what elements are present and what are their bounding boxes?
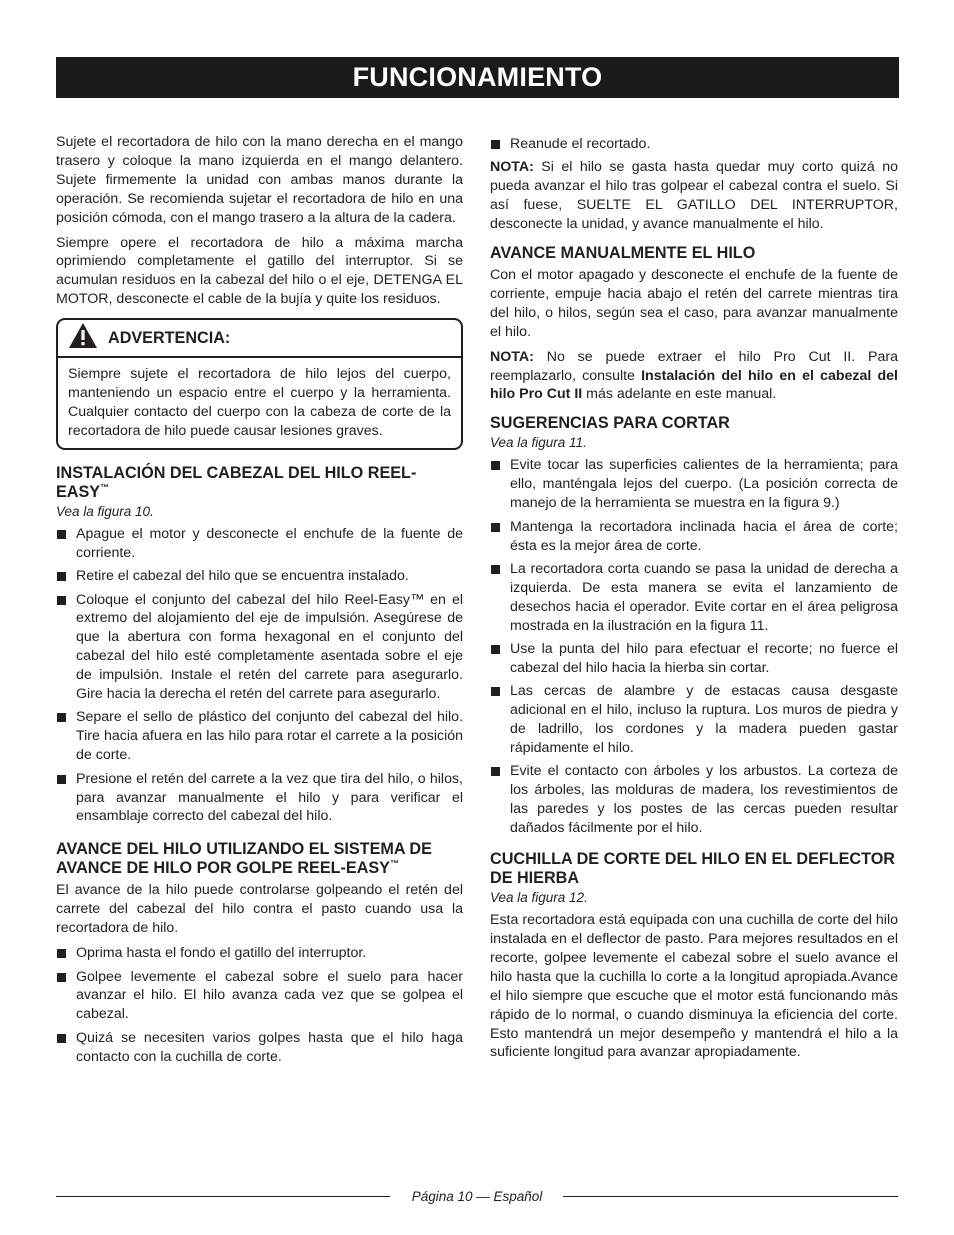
- list-item: Golpee levemente el cabezal sobre el suelo para hacer avanzar el hilo. El hilo avanza cada vez que se golpea el cabezal.: [56, 968, 463, 1025]
- list-item: Reanude el recortado.: [490, 135, 898, 154]
- bullet-square-icon: [57, 949, 66, 958]
- intro-paragraph-1: Sujete el recortadora de hilo con la mano derecha en el mango trasero y coloque la mano izquierda en el mango delantero. Sujete firmemente la unidad con ambas manos durante la operación. Se recomienda sujetar el recortadora de hilo en una posición cómoda, con el mango trasero a la altura de la cadera.: [56, 134, 463, 226]
- page-footer: Página 10 — Español: [0, 1189, 954, 1204]
- bullet-square-icon: [57, 530, 66, 539]
- warning-box: [56, 318, 463, 450]
- list-item: Presione el retén del carrete a la vez que tira del hilo, o hilos, para avanzar manualmente el hilo y para verificar el ensamblaje correcto del cabezal del hilo.: [56, 770, 463, 827]
- advance-text: El avance de la hilo puede controlarse golpeando el retén del carrete del cabezal del hilo contra el pasto cuando usa la recortadora de hilo.: [56, 882, 463, 937]
- bullet-square-icon: [491, 687, 500, 696]
- page-title: FUNCIONAMIENTO: [56, 57, 899, 98]
- trademark-mark: ™: [389, 858, 399, 869]
- list-item: Coloque el conjunto del cabezal del hilo Reel-Easy™ en el extremo del alojamiento del eje de impulsión. Asegúrese de que la abertura con forma hexagonal en el conjunto del cabezal del hilo esté completamente asentada sobre el eje de impulsión. Instale el retén del carrete para asegurarlo. Gire hacia la derecha el retén del carrete para asegurarlo.: [56, 591, 463, 704]
- figure-reference: Vea la figura 11.: [490, 435, 587, 451]
- bullet-square-icon: [491, 140, 500, 149]
- bullet-square-icon: [57, 1034, 66, 1043]
- manual-note: NOTA: No se puede extraer el hilo Pro Cut II. Para reemplazarlo, consulte Instalación del hilo en el cabezal del hilo Pro Cut II más adelante en este manual.: [490, 348, 898, 403]
- list-item: Separe el sello de plástico del conjunto del cabezal del hilo. Tire hacia afuera en las hilo para rotar el carrete a la posición de corte.: [56, 708, 463, 765]
- tips-list: [490, 456, 898, 838]
- bullet-square-icon: [491, 645, 500, 654]
- bullet-square-icon: [491, 565, 500, 574]
- intro-paragraph-2: Siempre opere el recortadora de hilo a máxima marcha oprimiendo completamente el gatillo del interruptor. Si se acumulan residuos en la cabezal del hilo o el eje, DETENGA EL MOTOR, desconecte el cable de la bujía y quite los residuos.: [56, 234, 463, 308]
- list-item: Retire el cabezal del hilo que se encuentra instalado.: [56, 567, 463, 586]
- manual-text: Con el motor apagado y desconecte el enchufe de la fuente de corriente, empuje hacia abajo el retén del carrete mientras tira del hilo, o hilos, según sea el caso, para avanzar manualmente el hilo.: [490, 267, 898, 340]
- list-item: Oprima hasta el fondo el gatillo del interruptor.: [56, 944, 463, 963]
- resume-list: [490, 135, 898, 154]
- install-steps: [56, 525, 463, 827]
- warning-text: Siempre sujete el recortadora de hilo lejos del cuerpo, manteniendo un espacio entre el cuerpo y la herramienta. Cualquier contacto del cuerpo con la cabeza de corte de la recortadora de hilo puede causar lesiones graves.: [68, 366, 451, 439]
- left-column: [56, 133, 463, 1071]
- list-item: Apague el motor y desconecte el enchufe de la fuente de corriente.: [56, 525, 463, 563]
- advance-heading: AVANCE DEL HILO UTILIZANDO EL SISTEMA DE AVANCE DE HILO POR GOLPE REEL-EASY™: [56, 840, 432, 878]
- bullet-square-icon: [491, 461, 500, 470]
- blade-heading: CUCHILLA DE CORTE DEL HILO EN EL DEFLECTOR DE HIERBA: [490, 850, 896, 888]
- warning-triangle-icon: [68, 322, 98, 354]
- blade-text: Esta recortadora está equipada con una cuchilla de corte del hilo instalada en el deflector de pasto. Para mejores resultados en el recorte, golpee levemente el cabezal sobre el suelo avance el hilo hasta que la cuchilla lo corte a la longitud apropiada.Avance el hilo siempre que escuche que el motor está funcionando más rápido de lo normal, o cuando disminuya la eficiencia del corte. Esto mantendrá un mejor desempeño y mantendrá el hilo a la suficiente longitud para avanzar apropiadamente.: [490, 912, 898, 1061]
- tips-heading: SUGERENCIAS PARA CORTAR: [490, 414, 730, 433]
- warning-header: [58, 320, 461, 358]
- list-item: Mantenga la recortadora inclinada hacia el área de corte; ésta es la mejor área de corte.: [490, 518, 898, 556]
- bullet-square-icon: [491, 767, 500, 776]
- bullet-square-icon: [57, 973, 66, 982]
- right-column: [490, 135, 898, 1068]
- bullet-square-icon: [57, 713, 66, 722]
- list-item: La recortadora corta cuando se pasa la unidad de derecha a izquierda. De esta manera se evita el lanzamiento de desechos hacia el operador. Evite cortar en el área peligrosa mostrada en la ilustración en la figura 11.: [490, 560, 898, 636]
- list-item: Quizá se necesiten varios golpes hasta que el hilo haga contacto con la cuchilla de corte.: [56, 1029, 463, 1067]
- list-item: Use la punta del hilo para efectuar el recorte; no fuerce el cabezal del hilo hacia la hierba sin cortar.: [490, 640, 898, 678]
- note-paragraph: NOTA: Si el hilo se gasta hasta quedar muy corto quizá no pueda avanzar el hilo tras golpear el cabezal contra el suelo. Si así fuese, SUELTE EL GATILLO DEL INTERRUPTOR, desconecte la unidad, y avance manualmente el hilo.: [490, 159, 898, 233]
- figure-reference: Vea la figura 12.: [490, 890, 588, 906]
- bullet-square-icon: [57, 572, 66, 581]
- list-item: Evite tocar las superficies calientes de la herramienta; para ello, manténgala lejos del cuerpo. (La posición correcta de manejo de la herramienta se muestra en la figura 9.): [490, 456, 898, 513]
- manual-heading: AVANCE MANUALMENTE EL HILO: [490, 244, 756, 263]
- bullet-square-icon: [57, 775, 66, 784]
- bullet-square-icon: [491, 523, 500, 532]
- bullet-square-icon: [57, 596, 66, 605]
- list-item: Evite el contacto con árboles y los arbustos. La corteza de los árboles, las molduras de madera, los revestimientos de las paredes y los postes de las cercas pueden resultar dañados fácilmente por el hilo.: [490, 762, 898, 838]
- figure-reference: Vea la figura 10.: [56, 503, 154, 519]
- advance-steps: [56, 944, 463, 1066]
- trademark-mark: ™: [100, 482, 110, 493]
- install-heading: INSTALACIÓN DEL CABEZAL DEL HILO REEL-EASY™: [56, 463, 417, 501]
- list-item: Las cercas de alambre y de estacas causa desgaste adicional en el hilo, incluso la ruptura. Los muros de piedra y de ladrillo, los cordones y la madera pueden gastar rápidamente el hilo.: [490, 682, 898, 758]
- warning-title: ADVERTENCIA:: [108, 328, 231, 347]
